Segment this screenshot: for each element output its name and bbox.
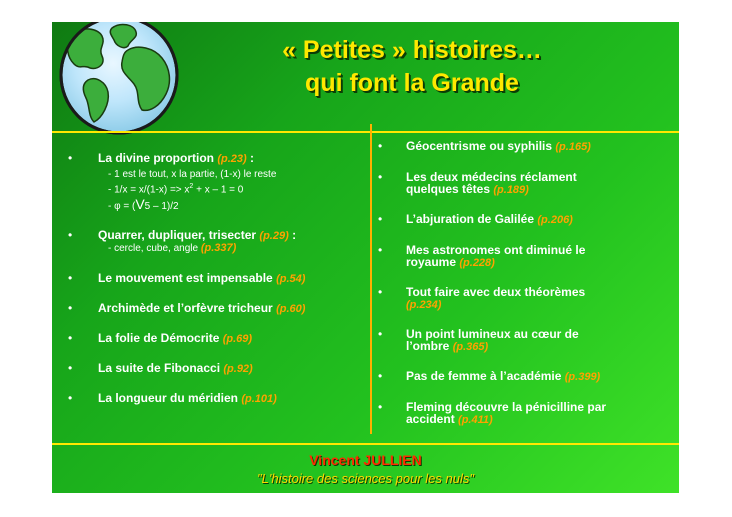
item-title: Fleming découvre la pénicilline par xyxy=(406,400,607,414)
item-text: l’ombre xyxy=(406,339,450,353)
item-title-cont xyxy=(406,183,673,196)
bullet: • xyxy=(68,331,73,346)
item-title-cont xyxy=(406,413,673,426)
bullet: • xyxy=(378,212,383,226)
item-title: L’abjuration de Galilée xyxy=(406,212,535,226)
item-text: accident xyxy=(406,412,455,426)
page-reference: (p.101) xyxy=(241,393,277,406)
item-suffix: : xyxy=(288,228,297,243)
page-reference: (p.69) xyxy=(222,333,253,346)
book-title: "L'histoire des sciences pour les nuls" xyxy=(257,471,474,486)
list-item xyxy=(378,140,673,153)
list-item xyxy=(378,171,673,196)
page-reference: (p.92) xyxy=(223,363,253,376)
page-reference: (p.54) xyxy=(276,273,306,286)
list-item xyxy=(68,272,363,285)
exponent: 2 xyxy=(189,183,194,190)
item-title: Le mouvement est impensable xyxy=(98,271,273,286)
list-item xyxy=(68,229,363,242)
list-item xyxy=(378,401,673,426)
page-reference: (p.234) xyxy=(406,299,442,311)
bullet: • xyxy=(378,285,383,299)
item-title: La folie de Démocrite xyxy=(98,331,220,346)
item-title: Tout faire avec deux théorèmes xyxy=(406,285,586,299)
page-reference: (p.228) xyxy=(459,257,495,269)
bottom-divider xyxy=(52,443,679,445)
page-reference: (p.165) xyxy=(555,141,591,153)
earth-globe-icon xyxy=(58,22,180,136)
list-item xyxy=(68,392,363,405)
item-title: Pas de femme à l’académie xyxy=(406,369,562,383)
item-title: La suite de Fibonacci xyxy=(98,361,221,376)
page-reference: (p.411) xyxy=(458,414,493,426)
item-title: La divine proportion xyxy=(98,151,214,165)
list-item xyxy=(68,302,363,315)
bullet: • xyxy=(68,151,73,165)
page-reference: (p.189) xyxy=(493,184,529,196)
page-reference: (p.337) xyxy=(200,242,237,255)
page-reference: (p.29) xyxy=(259,230,289,243)
sub-text: 5 – 1)/2 xyxy=(144,201,179,213)
bullet: • xyxy=(68,391,73,406)
bullet: • xyxy=(378,139,383,153)
sub-line xyxy=(68,196,363,215)
item-title: La longueur du méridien xyxy=(98,391,239,406)
left-column xyxy=(68,152,363,405)
bullet: • xyxy=(378,369,383,383)
sub-line xyxy=(68,242,363,255)
item-title: Quarrer, dupliquer, trisecter xyxy=(98,228,257,243)
page-reference: (p.23) xyxy=(217,153,247,165)
list-item xyxy=(378,213,673,226)
page-reference: (p.60) xyxy=(276,303,306,316)
top-divider xyxy=(52,131,679,133)
bullet: • xyxy=(68,361,73,376)
item-title: Archimède et l’orfèvre tricheur xyxy=(98,301,273,316)
slide xyxy=(52,22,679,493)
sub-line xyxy=(68,181,363,196)
sub-text: + x – 1 = 0 xyxy=(193,184,244,196)
list-item xyxy=(378,286,673,311)
item-title-cont xyxy=(406,340,673,353)
slide-title xyxy=(202,34,622,100)
item-title: Mes astronomes ont diminué le xyxy=(406,243,586,257)
sub-text: - cercle, cube, angle xyxy=(108,243,199,255)
title-line-2: qui font la Grande xyxy=(305,69,519,97)
list-item xyxy=(68,362,363,375)
page-reference: (p.206) xyxy=(537,214,573,226)
item-text: royaume xyxy=(406,255,457,269)
list-item xyxy=(378,370,673,383)
bullet: • xyxy=(68,271,73,286)
title-line-1: « Petites » histoires… xyxy=(282,36,542,64)
item-title: Un point lumineux au cœur de xyxy=(406,327,579,341)
item-title-cont xyxy=(406,256,673,269)
bullet: • xyxy=(68,228,73,243)
item-title: Les deux médecins réclament xyxy=(406,170,577,184)
bullet: • xyxy=(378,327,383,341)
root-sign: V xyxy=(135,196,145,213)
list-item xyxy=(68,332,363,345)
item-text: quelques têtes xyxy=(406,182,491,196)
bullet: • xyxy=(378,170,383,184)
bullet: • xyxy=(378,400,383,414)
column-divider xyxy=(370,124,372,434)
item-title: Géocentrisme ou syphilis xyxy=(406,139,553,153)
bullet: • xyxy=(378,243,383,257)
list-item xyxy=(378,328,673,353)
item-suffix: : xyxy=(246,151,255,165)
list-item xyxy=(68,152,363,165)
right-column xyxy=(378,140,673,426)
bullet: • xyxy=(68,301,73,316)
page-reference: (p.365) xyxy=(452,341,489,353)
sub-text: - φ = ( xyxy=(108,201,136,213)
item-title-cont xyxy=(406,298,673,311)
sub-text: - 1/x = x/(1-x) => x xyxy=(108,184,190,196)
author-name: Vincent JULLIEN xyxy=(309,452,422,468)
list-item xyxy=(378,244,673,269)
page-reference: (p.399) xyxy=(564,371,601,383)
sub-line: - 1 est le tout, x la partie, (1-x) le reste xyxy=(108,169,277,180)
